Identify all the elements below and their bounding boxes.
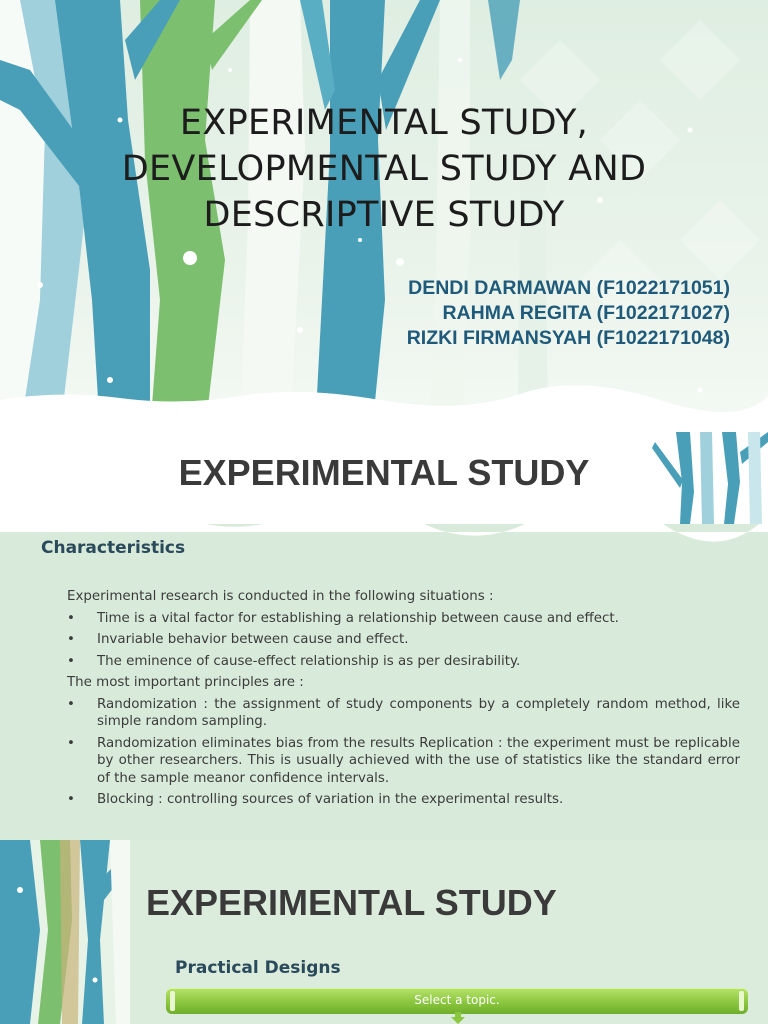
author-name: RAHMA REGITA (F1022171027) xyxy=(442,302,730,324)
select-topic-label: Select a topic. xyxy=(414,993,500,1007)
author-name: RIZKI FIRMANSYAH (F1022171048) xyxy=(406,327,730,349)
bar-cap-right xyxy=(739,991,744,1011)
list-item-text: Blocking : controlling sources of variation in the experimental results. xyxy=(97,792,564,807)
situations-list xyxy=(67,610,740,671)
list-item xyxy=(67,791,740,809)
bullet-icon: • xyxy=(67,696,75,712)
title-slide xyxy=(0,0,768,432)
bullet-icon: • xyxy=(67,610,75,626)
author-list xyxy=(407,276,730,351)
list-item xyxy=(67,653,740,671)
title-line: DESCRIPTIVE STUDY xyxy=(203,195,565,235)
bullet-icon: • xyxy=(67,653,75,669)
presentation-title xyxy=(60,100,708,238)
list-item-text: Time is a vital factor for establishing a relationship between cause and effect. xyxy=(97,610,619,626)
bullet-icon: • xyxy=(67,735,75,751)
intro-text: Experimental research is conducted in the following situations : xyxy=(67,589,494,604)
list-item-text: Invariable behavior between cause and effect. xyxy=(97,632,409,647)
list-item xyxy=(67,735,740,788)
characteristics-heading: Characteristics xyxy=(41,538,186,558)
list-item xyxy=(67,610,740,628)
slide-title: EXPERIMENTAL STUDY xyxy=(178,452,590,493)
bullet-icon: • xyxy=(67,632,75,647)
bullet-icon: • xyxy=(67,792,75,807)
practical-designs-heading: Practical Designs xyxy=(175,958,341,978)
chevron-down-icon[interactable] xyxy=(450,1012,466,1024)
select-topic-button[interactable] xyxy=(166,988,748,1014)
principles-list xyxy=(67,696,740,809)
list-item-text: Randomization eliminates bias from the results Replication : the experiment must be replicable by other researchers. This is usually achieved with the use of statistics like the standard error of the sample meanor confidence intervals. xyxy=(97,735,740,786)
title-line: EXPERIMENTAL STUDY, xyxy=(179,103,589,143)
principles-intro: The most important principles are : xyxy=(67,675,304,690)
list-item-text: The eminence of cause-effect relationship is as per desirability. xyxy=(97,653,521,669)
title-line: DEVELOPMENTAL STUDY AND xyxy=(121,149,647,189)
list-item xyxy=(67,696,740,731)
list-item xyxy=(67,631,740,649)
list-item-text: Randomization : the assignment of study components by a completely random method, like simple random sampling. xyxy=(97,696,740,729)
characteristics-body xyxy=(67,588,740,813)
author-name: DENDI DARMAWAN (F1022171051) xyxy=(408,277,730,299)
slide-title: EXPERIMENTAL STUDY xyxy=(146,882,557,923)
